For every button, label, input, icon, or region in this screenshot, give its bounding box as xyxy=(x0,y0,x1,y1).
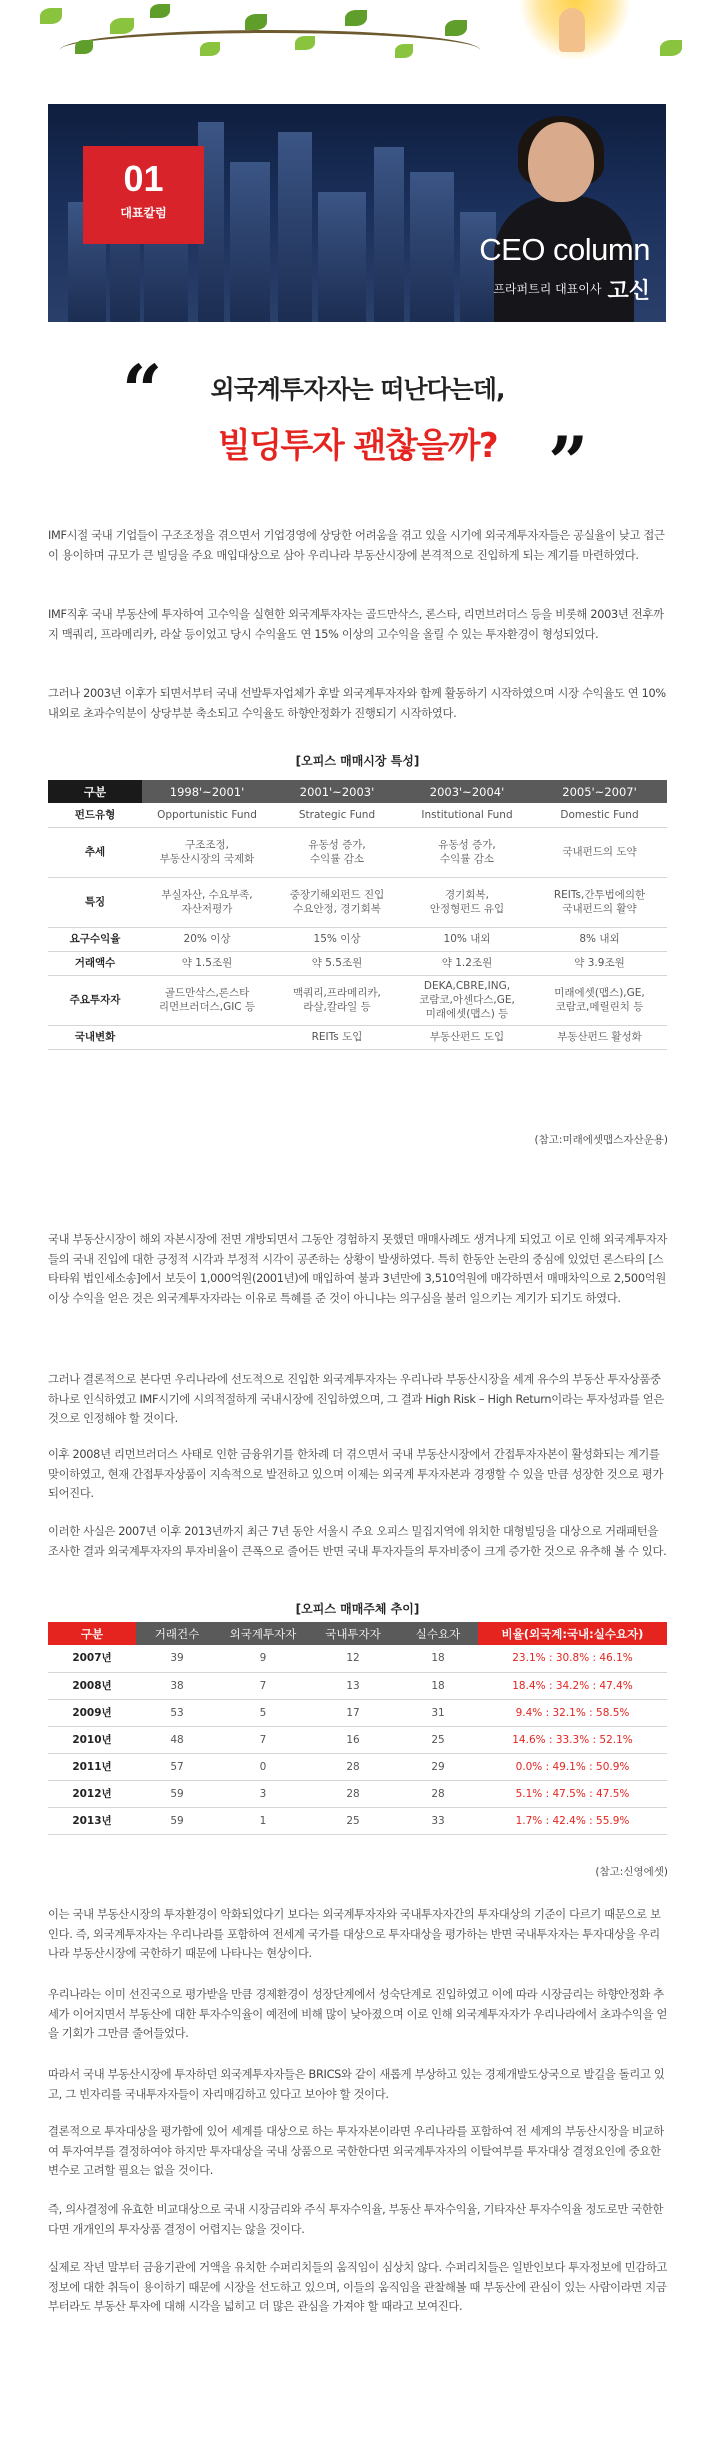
row-header-cell: 특징 xyxy=(84,896,106,908)
table-cell: 20% 이상 xyxy=(183,933,231,945)
author-line xyxy=(430,274,650,305)
table-cell: 유동성 증가, 수익률 감소 xyxy=(438,839,496,865)
paragraph: 그러나 결론적으로 본다면 우리나라에 선도적으로 진입한 외국계투자자는 우리나라 부동산시장을 세계 유수의 부동산 투자상품중 하나로 인식하였고 IMF시기에 시의적절하게 국내시장에 진입하였으며, 그 결과 High Risk – High Return이라는 투자성과를 얻은 것으로 인정해야 할 것이다. xyxy=(48,1373,664,1425)
table-header-cell: 구분 xyxy=(48,1622,136,1645)
table-cell: 9 xyxy=(259,1652,267,1665)
table-cell: 18 xyxy=(431,1652,445,1665)
building-illustration xyxy=(278,132,312,322)
table-cell: 부실자산, 수요부족, 자산저평가 xyxy=(161,889,253,915)
table-row xyxy=(48,1672,667,1699)
issue-badge xyxy=(83,146,204,244)
paragraph: 우리나라는 이미 선진국으로 평가받을 만큼 경제환경이 성장단계에서 성숙단계로 진입하였고 이에 따라 시장금리는 하향안정화 추세가 이어지면서 부동산에 대한 투자수익율이 예전에 비해 많이 낮아졌으며 이로 인해 외국계투자자가 우리나라에서 초과수익을 얻을 기회가 그만큼 줄어들었다. xyxy=(48,1988,668,2040)
table-cell: 28 xyxy=(346,1760,360,1773)
table-row xyxy=(48,1645,667,1672)
paragraph: 결론적으로 투자대상을 평가함에 있어 세계를 대상으로 하는 투자자본이라면 우리나라를 포함하여 전 세계의 부동산시장을 비교하여 투자여부를 결정하여야 하지만 투자대상을 국내 상품으로 국한한다면 외국계투자자의 이탈여부를 투자대상 결정요인에 중요한 변수로 고려할 필요는 없을 것이다. xyxy=(48,2125,664,2177)
market-characteristics-table xyxy=(48,780,667,1050)
table-cell: 33 xyxy=(431,1814,445,1827)
paragraph: IMF시절 국내 기업들이 구조조정을 겪으면서 기업경영에 상당한 어려움을 겪고 있을 시기에 외국계투자자들은 공실율이 낮고 접근이 용이하며 규모가 큰 빌딩을 주요 매입대상으로 삼아 우리나라 부동산시장에 본격적으로 진입하게 되는 계기를 마련하였다. xyxy=(48,529,665,562)
table-cell: 맥쿼리,프라메리카, 라살,칼라일 등 xyxy=(293,987,381,1013)
table-cell: 0 xyxy=(259,1760,267,1773)
table-cell: 부동산펀드 활성화 xyxy=(557,1031,642,1043)
row-header-cell: 2007년 xyxy=(72,1652,112,1665)
table-cell: 미래에셋(맵스),GE, 코람코,메릴린치 등 xyxy=(554,987,645,1013)
table-cell: 골드만삭스,론스타 리먼브러더스,GIC 등 xyxy=(158,987,256,1013)
row-header-cell: 2012년 xyxy=(72,1787,112,1800)
ratio-cell: 23.1% : 30.8% : 46.1% xyxy=(512,1652,633,1665)
headline-line-1: 외국계투자자는 떠난다는데, xyxy=(210,375,505,404)
table-cell: 구조조정, 부동산시장의 국제화 xyxy=(159,839,255,865)
table-cell: 29 xyxy=(431,1760,445,1773)
paragraph: 그러나 2003년 이후가 되면서부터 국내 선발투자업체가 후발 외국계투자자와 함께 활동하기 시작하였으며 시장 수익율도 연 10% 내외로 초과수익분이 상당부분 축소되고 수익율도 하향안정화가 진행되기 시작하였다. xyxy=(48,687,666,720)
table-cell: Strategic Fund xyxy=(298,808,376,821)
open-quote-icon: “ xyxy=(122,349,163,432)
table-cell: 38 xyxy=(170,1679,184,1692)
building-illustration xyxy=(374,147,404,322)
leaf-icon xyxy=(150,4,170,18)
leaf-icon xyxy=(110,18,134,34)
headline-line-2: 빌딩투자 괜찮을까? xyxy=(217,426,498,466)
table-cell: 57 xyxy=(170,1760,184,1773)
table-cell: 59 xyxy=(170,1814,184,1827)
row-header-cell: 거래액수 xyxy=(74,957,116,969)
table-cell: 약 1.2조원 xyxy=(441,957,493,969)
table-row xyxy=(48,1753,667,1780)
table-cell: 17 xyxy=(346,1706,360,1719)
issue-number: 01 xyxy=(123,158,164,199)
table-cell: 48 xyxy=(170,1733,184,1746)
table-row xyxy=(48,877,667,927)
row-header-cell: 요구수익율 xyxy=(69,933,121,945)
table-header-cell: 구분 xyxy=(48,780,142,803)
ceo-column-title xyxy=(430,232,650,305)
article-headline xyxy=(0,370,715,467)
row-header-cell: 2010년 xyxy=(72,1733,112,1746)
table-cell: 28 xyxy=(346,1787,360,1800)
row-header-cell: 주요투자자 xyxy=(69,994,121,1006)
row-header-cell: 펀드유형 xyxy=(74,808,116,821)
table-header-row xyxy=(48,780,667,803)
author-role: 프라퍼트리 대표이사 xyxy=(493,282,602,296)
table-header-cell: 실수요자 xyxy=(398,1622,478,1645)
table-cell: 25 xyxy=(346,1814,360,1827)
leaf-icon xyxy=(200,42,220,56)
table-cell: 국내펀드의 도약 xyxy=(562,846,637,858)
ratio-cell: 9.4% : 32.1% : 58.5% xyxy=(515,1706,630,1719)
table-source-note: (참고:미래에셋맵스자산운용) xyxy=(534,1134,668,1146)
table-header-cell: 국내투자자 xyxy=(308,1622,398,1645)
table-cell: 39 xyxy=(170,1652,184,1665)
leaf-icon xyxy=(345,10,367,26)
table-cell: REITs,간투법에의한 국내펀드의 활약 xyxy=(553,889,646,915)
table-cell: 28 xyxy=(431,1787,445,1800)
paragraph: 국내 부동산시장이 해외 자본시장에 전면 개방되면서 그동안 경험하지 못했던 매매사례도 생겨나게 되었고 이로 인해 외국계투자자들의 국내 진입에 대한 긍정적 시각과 부정적 시각이 공존하는 상황이 발생하였다. 특히 한동안 논란의 중심에 있었던 론스타의 [스타타워 법인세소송]에서 보듯이 1,000억원(2001년)에 매입하여 불과 3년만에 3,510억원에 매각하면서 매매차익으로 2,500억원 이상 수익을 얻은 것은 외국계투자자라는 이유로 특혜를 준 것이 아니냐는 의구심을 불러 일으키는 계기가 되기도 하였다. xyxy=(48,1233,668,1305)
leaf-icon xyxy=(245,14,267,30)
table-cell: 10% 내외 xyxy=(443,933,491,945)
table-cell: 부동산펀드 도입 xyxy=(429,1031,505,1043)
building-illustration xyxy=(230,162,270,322)
table-cell: 중장기해외펀드 진입 수요안정, 경기회복 xyxy=(289,889,385,915)
table-cell: 13 xyxy=(346,1679,360,1692)
ratio-cell: 0.0% : 49.1% : 50.9% xyxy=(515,1760,630,1773)
table-cell: 53 xyxy=(170,1706,184,1719)
table-cell: 3 xyxy=(259,1787,267,1800)
table-row xyxy=(48,827,667,877)
table-cell: 7 xyxy=(259,1733,267,1746)
table-header-cell: 2003'~2004' xyxy=(402,780,532,803)
table-cell: 12 xyxy=(346,1652,360,1665)
table-cell: REITs 도입 xyxy=(311,1031,363,1043)
table-row xyxy=(48,1025,667,1049)
table-cell: 18 xyxy=(431,1679,445,1692)
issue-label: 대표칼럼 xyxy=(120,206,167,220)
row-header-cell: 추세 xyxy=(84,846,106,858)
ratio-cell: 1.7% : 42.4% : 55.9% xyxy=(515,1814,630,1827)
table-cell: 8% 내외 xyxy=(579,933,620,945)
table-row xyxy=(48,1780,667,1807)
table-cell: 5 xyxy=(259,1706,267,1719)
table-cell: 약 3.9조원 xyxy=(574,957,625,969)
table-cell: 1 xyxy=(259,1814,267,1827)
table-row xyxy=(48,1807,667,1834)
table-row xyxy=(48,951,667,975)
leaf-icon xyxy=(660,40,682,56)
table-cell: 16 xyxy=(346,1733,360,1746)
table-cell: Domestic Fund xyxy=(560,808,639,821)
table-title: [오피스 매매주체 추이] xyxy=(295,1602,420,1616)
table-cell: 약 1.5조원 xyxy=(181,957,233,969)
table-cell: 59 xyxy=(170,1787,184,1800)
vine-illustration xyxy=(60,30,480,70)
row-header-cell: 2009년 xyxy=(72,1706,112,1719)
close-quote-icon: ” xyxy=(548,421,589,504)
table-header-cell: 2005'~2007' xyxy=(532,780,667,803)
row-header-cell: 2011년 xyxy=(72,1760,112,1773)
table-cell: Opportunistic Fund xyxy=(157,808,257,821)
table-cell: 약 5.5조원 xyxy=(311,957,363,969)
table-header-cell: 비율(외국계:국내:실수요자) xyxy=(478,1622,667,1645)
table-cell xyxy=(142,1025,272,1049)
table-row xyxy=(48,927,667,951)
table-cell: Institutional Fund xyxy=(421,808,513,821)
paragraph: 이는 국내 부동산시장의 투자환경이 악화되었다기 보다는 외국계투자자와 국내투자자간의 투자대상의 기준이 다르기 때문으로 보인다. 즉, 외국계투자자는 우리나라를 포함하여 전세계 국가를 대상으로 투자대상을 평가하는 반면 국내투자자는 투자대상을 우리나라 부동산시장에 국한하기 때문에 나타나는 현상이다. xyxy=(48,1908,661,1960)
paragraph: IMF직후 국내 부동산에 투자하여 고수익을 실현한 외국계투자자는 골드만삭스, 론스타, 리먼브러더스 등을 비롯해 2003년 전후까지 맥쿼리, 프라메리카, 라살 등이었고 당시 수익율도 연 15% 이상의 고수익을 올릴 수 있는 투자환경이 형성되었다. xyxy=(48,608,664,641)
table-cell: DEKA,CBRE,ING, 코람코,아센다스,GE, 미래에셋(맵스) 등 xyxy=(419,980,515,1020)
leaf-icon xyxy=(75,40,93,54)
leaf-icon xyxy=(395,44,413,58)
table-header-cell: 1998'~2001' xyxy=(142,780,272,803)
row-header-cell: 2013년 xyxy=(72,1814,112,1827)
paragraph: 따라서 국내 부동산시장에 투자하던 외국계투자자들은 BRICS와 같이 새롭게 부상하고 있는 경제개발도상국으로 발길을 돌리고 있고, 그 빈자리를 국내투자자들이 자리매김하고 있다고 보아야 할 것이다. xyxy=(48,2068,665,2101)
table-row xyxy=(48,1699,667,1726)
table-cell: 15% 이상 xyxy=(313,933,361,945)
leaf-icon xyxy=(445,20,467,36)
paragraph: 실제로 작년 말부터 금융기관에 거액을 유치한 수퍼리치들의 움직임이 심상치 않다. 수퍼리치들은 일반인보다 투자정보에 민감하고 정보에 대한 취득이 용이하기 때문에 시장을 선도하고 있으며, 이들의 움직임을 관찰해볼 때 부동산에 관심이 있는 사람이라면 지금부터라도 부동산 투자에 대해 시각을 넓히고 더 많은 관심을 가져야 할 때라고 보여진다. xyxy=(48,2261,668,2313)
paragraph: 즉, 의사결정에 유효한 비교대상으로 국내 시장금리와 주식 투자수익율, 부동산 투자수익율, 기타자산 투자수익율 정도로만 국한한다면 개개인의 투자상품 결정이 어렵지는 않을 것이다. xyxy=(48,2203,664,2236)
paragraph: 이후 2008년 리먼브러더스 사태로 인한 금융위기를 한차례 더 겪으면서 국내 부동산시장에서 간접투자자본이 활성화되는 계기를 맞이하였고, 현재 간접투자상품이 지속적으로 발전하고 있으며 이제는 외국계 투자자본과 경쟁할 수 있을 만큼 성장한 것으로 평가되어진다. xyxy=(48,1448,664,1500)
ratio-cell: 14.6% : 33.3% : 52.1% xyxy=(512,1733,633,1746)
leaf-icon xyxy=(40,8,62,24)
ratio-cell: 18.4% : 34.2% : 47.4% xyxy=(512,1679,633,1692)
table-header-row xyxy=(48,1622,667,1645)
table-header-cell: 외국계투자자 xyxy=(218,1622,308,1645)
table-cell: 7 xyxy=(259,1679,267,1692)
table-title: [오피스 매매시장 특성] xyxy=(295,754,420,768)
paragraph: 이러한 사실은 2007년 이후 2013년까지 최근 7년 동안 서울시 주요 오피스 밀집지역에 위치한 대형빌딩을 대상으로 거래패턴을 조사한 결과 외국계투자자의 투자비율이 큰폭으로 줄어든 반면 국내 투자자들의 투자비중이 크게 증가한 것으로 유추해 볼 수 있다. xyxy=(48,1525,667,1558)
table-cell: 경기회복, 안정형펀드 유입 xyxy=(429,889,505,915)
ratio-cell: 5.1% : 47.5% : 47.5% xyxy=(515,1787,630,1800)
table-cell: 31 xyxy=(431,1706,445,1719)
row-header-cell: 국내변화 xyxy=(74,1031,116,1043)
table-cell: 유동성 증가, 수익률 감소 xyxy=(308,839,366,865)
top-decoration xyxy=(0,0,715,80)
table-row xyxy=(48,803,667,827)
table-cell: 25 xyxy=(431,1733,445,1746)
leaf-icon xyxy=(295,36,315,50)
table-row xyxy=(48,975,667,1025)
transaction-trend-table xyxy=(48,1622,667,1835)
row-header-cell: 2008년 xyxy=(72,1679,112,1692)
column-title: CEO column xyxy=(479,232,650,267)
table-row xyxy=(48,1726,667,1753)
author-name: 고신 xyxy=(607,279,650,304)
child-figure-illustration xyxy=(559,8,585,52)
building-illustration xyxy=(318,192,366,322)
table-source-note: (참고:신영에셋) xyxy=(595,1866,668,1878)
table-header-cell: 거래건수 xyxy=(136,1622,218,1645)
table-header-cell: 2001'~2003' xyxy=(272,780,402,803)
